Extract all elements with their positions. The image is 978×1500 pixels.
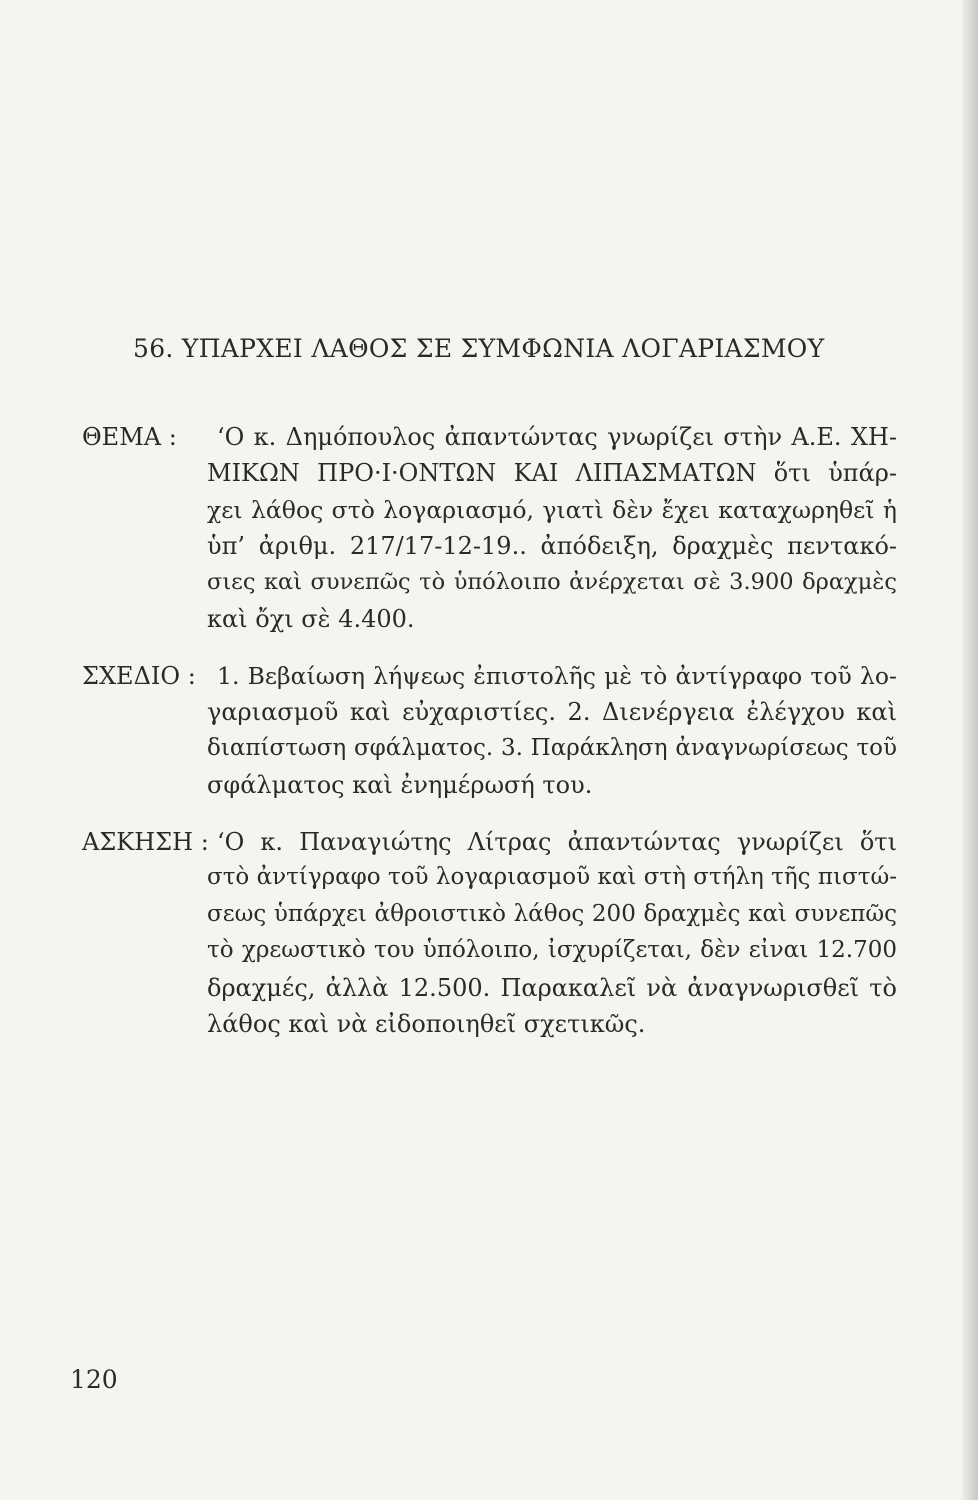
text-line: δραχμές, ἀλλὰ 12.500. Παρακαλεῖ νὰ ἀναγνωρισθεῖ τὸ xyxy=(207,974,897,1002)
section-label: ΘΕΜΑ : xyxy=(82,423,177,451)
text-line: ‘Ο κ. Δημόπουλος ἀπαντώντας γνωρίζει στὴν Α.Ε. ΧΗ- xyxy=(217,423,897,451)
text-line: γαριασμοῦ καὶ εὐχαριστίες. 2. Διενέργεια ἐλέγχου καὶ xyxy=(207,698,897,726)
text-line: στὸ ἀντίγραφο τοῦ λογαριασμοῦ καὶ στὴ στήλη τῆς πιστώ- xyxy=(207,864,897,890)
text-line: λάθος καὶ νὰ εἰδοποιηθεῖ σχετικῶς. xyxy=(207,1010,646,1038)
page-number: 120 xyxy=(70,1365,118,1394)
text-line: καὶ ὄχι σὲ 4.400. xyxy=(207,605,415,633)
page-spine-shadow xyxy=(962,0,978,1500)
text-line: τὸ χρεωστικὸ του ὑπόλοιπο, ἰσχυρίζεται, δὲν εἶναι 12.700 xyxy=(207,937,897,963)
section-label: ΣΧΕΔΙΟ : xyxy=(82,662,196,690)
text-line: διαπίστωση σφάλματος. 3. Παράκληση ἀναγνωρίσεως τοῦ xyxy=(207,735,897,761)
text-line: σφάλματος καὶ ἐνημέρωσή του. xyxy=(207,771,593,799)
text-line: ‘Ο κ. Παναγιώτης Λίτρας ἀπαντώντας γνωρίζει ὅτι xyxy=(217,828,897,856)
section-label: ΑΣΚΗΣΗ : xyxy=(82,828,209,856)
text-line: 1. Βεβαίωση λήψεως ἐπιστολῆς μὲ τὸ ἀντίγραφο τοῦ λο- xyxy=(217,662,897,690)
text-line: ΜΙΚΩΝ ΠΡΟ·Ι·ΟΝΤΩΝ ΚΑΙ ΛΙΠΑΣΜΑΤΩΝ ὅτι ὑπάρ- xyxy=(207,459,897,487)
text-line: χει λάθος στὸ λογαριασμό, γιατὶ δὲν ἔχει καταχωρηθεῖ ἡ xyxy=(207,496,897,524)
text-line: σιες καὶ συνεπῶς τὸ ὑπόλοιπο ἀνέρχεται σὲ 3.900 δραχμὲς xyxy=(207,569,897,595)
text-line: ὑπ’ ἀριθμ. 217/17-12-19.. ἀπόδειξη, δραχμὲς πεντακό- xyxy=(207,532,897,560)
text-line: σεως ὑπάρχει ἀθροιστικὸ λάθος 200 δραχμὲς καὶ συνεπῶς xyxy=(207,901,897,927)
chapter-title: 56. ΥΠΑΡΧΕΙ ΛΑΘΟΣ ΣΕ ΣΥΜΦΩΝΙΑ ΛΟΓΑΡΙΑΣΜΟΥ xyxy=(133,334,825,363)
